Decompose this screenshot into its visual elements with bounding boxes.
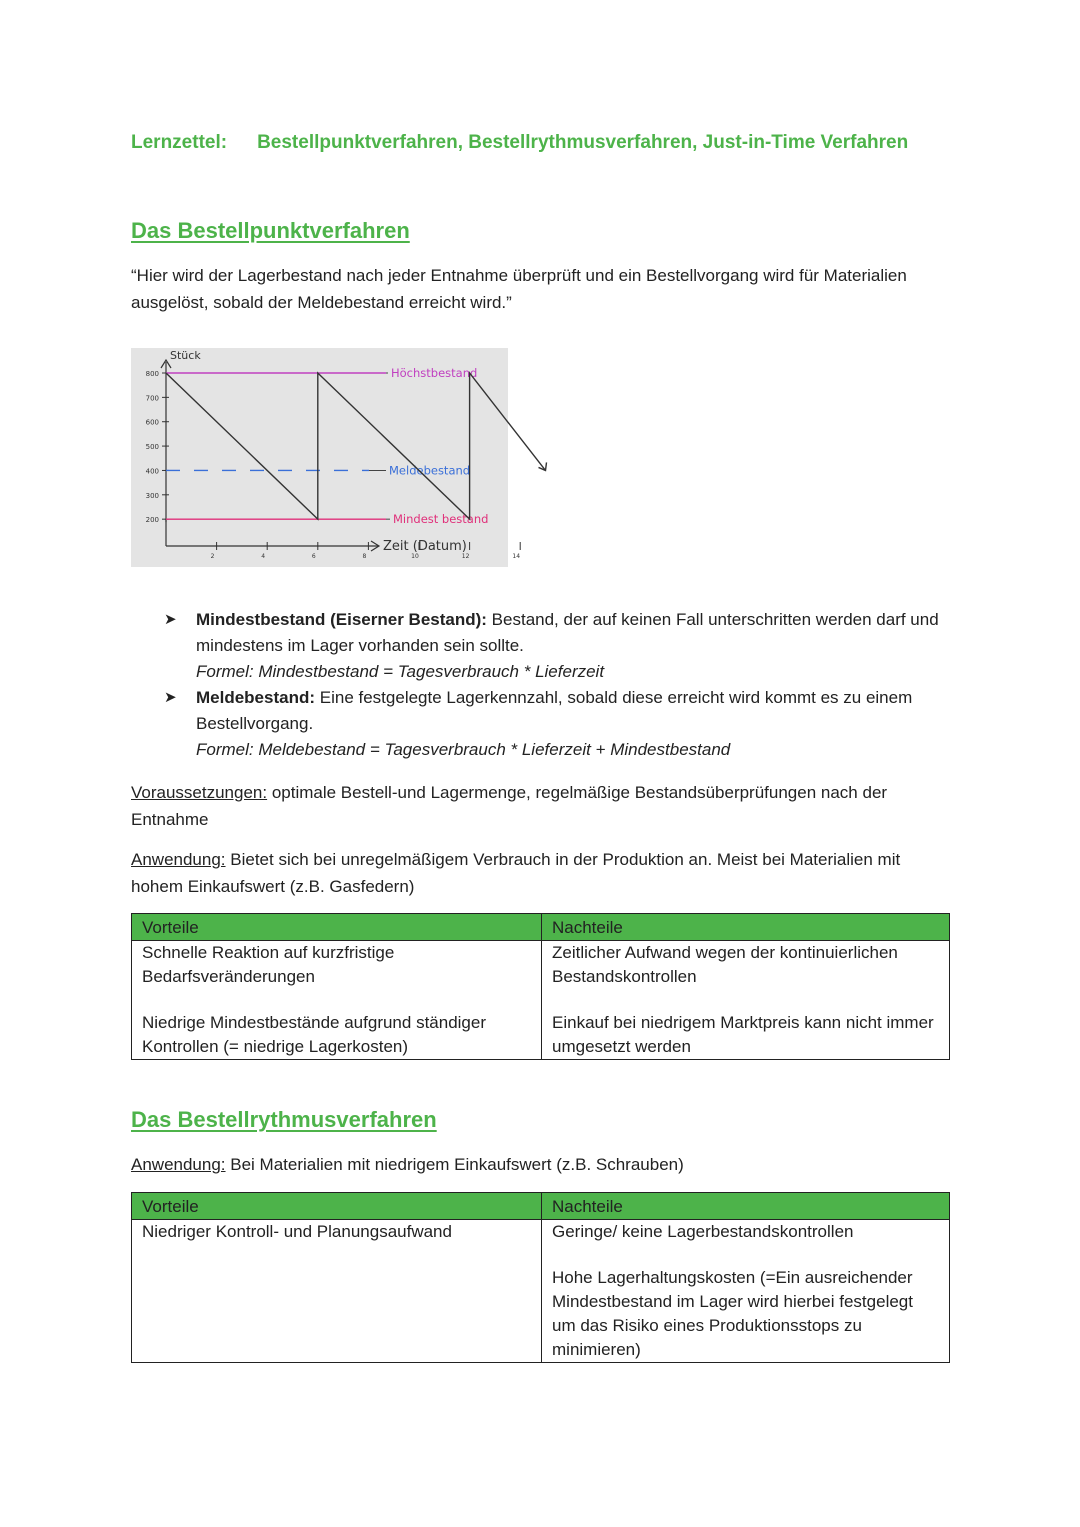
y-tick-label: 300 — [145, 491, 159, 500]
term-mindestbestand: Mindestbestand (Eiserner Bestand): — [196, 610, 487, 629]
y-tick-label: 600 — [145, 418, 159, 427]
anwendung-text: Bietet sich bei unregelmäßigem Verbrauch in der Produktion an. Meist bei Materialien mit hohem Einkaufswert (z.B. Gasfedern) — [131, 850, 901, 896]
section-title-bestellpunkt: Das Bestellpunktverfahren — [131, 218, 410, 243]
reference-line-label: Höchstbestand — [391, 366, 478, 380]
table-header-row — [132, 1193, 950, 1220]
inventory-chart — [131, 348, 521, 567]
y-tick-label: 500 — [145, 443, 159, 452]
y-tick-label: 400 — [145, 467, 159, 476]
arrow-bullet-icon: ➤ — [164, 689, 177, 706]
x-tick-label: 10 — [411, 553, 419, 560]
y-tick-label: 200 — [145, 516, 159, 525]
table-cell: Schnelle Reaktion auf kurzfristige Bedarfsveränderungen — [132, 941, 542, 990]
anwendung-label: Anwendung: — [131, 850, 226, 869]
header-vorteile: Vorteile — [132, 914, 542, 941]
table-row — [132, 1266, 950, 1363]
term-meldebestand: Meldebestand: — [196, 688, 316, 707]
x-tick-label: 8 — [362, 553, 367, 560]
reference-line-label: Mindest bestand — [393, 512, 489, 527]
header-label: Lernzettel: — [131, 132, 228, 153]
header-nachteile: Nachteile — [542, 914, 950, 941]
anwendung-label: Anwendung: — [131, 1155, 226, 1174]
anwendung-bestellrythmus — [131, 1151, 951, 1178]
table-cell: Niedrige Mindestbestände aufgrund ständiger Kontrollen (= niedrige Lagerkosten) — [132, 1011, 542, 1060]
x-tick-label: 12 — [461, 553, 470, 560]
y-axis-label: Stück — [170, 349, 201, 362]
table-cell: Zeitlicher Aufwand wegen der kontinuierlichen Bestandskontrollen — [542, 941, 950, 990]
header-title: Bestellpunktverfahren, Bestellrythmusverfahren, Just-in-Time Verfahren — [257, 132, 909, 153]
table-cell: Hohe Lagerhaltungskosten (=Ein ausreichender Mindestbestand im Lager wird hierbei festgelegt um das Risiko eines Produktionsstops zu minimieren) — [542, 1266, 950, 1363]
x-tick-label: 2 — [210, 553, 215, 560]
anwendung-bestellpunkt — [131, 846, 951, 900]
table-cell: Geringe/ keine Lagerbestandskontrollen — [542, 1220, 950, 1245]
list-item-meldebestand — [160, 685, 960, 763]
voraussetzungen-label: Voraussetzungen: — [131, 783, 268, 802]
pros-cons-table-bestellrythmus — [131, 1192, 950, 1363]
anwendung-text: Bei Materialien mit niedrigem Einkaufswert (z.B. Schrauben) — [225, 1155, 684, 1174]
table-spacer-row — [132, 989, 950, 1011]
x-tick-label: 4 — [261, 553, 266, 560]
arrow-bullet-icon: ➤ — [164, 611, 177, 628]
reference-line-label: Meldebestand — [389, 463, 471, 478]
formula-meldebestand: Formel: Meldebestand = Tagesverbrauch * Lieferzeit + Mindestbestand — [196, 740, 731, 759]
pros-cons-table-bestellpunkt — [131, 913, 950, 1060]
formula-mindestbestand: Formel: Mindestbestand = Tagesverbrauch * Lieferzeit — [196, 662, 605, 681]
y-tick-label: 700 — [145, 394, 159, 403]
x-tick-label: 6 — [311, 553, 316, 560]
definition-list — [160, 607, 960, 763]
table-spacer-row — [132, 1244, 950, 1266]
table-cell — [132, 1266, 542, 1363]
voraussetzungen — [131, 779, 951, 833]
series-line — [166, 373, 546, 519]
x-axis-label: Zeit (Datum) — [383, 539, 467, 554]
table-row — [132, 941, 950, 990]
table-row — [132, 1220, 950, 1245]
header-nachteile: Nachteile — [542, 1193, 950, 1220]
inventory-chart-svg — [131, 348, 521, 567]
section-title-bestellrythmus: Das Bestellrythmusverfahren — [131, 1107, 437, 1132]
text-mindestbestand: Bestand, der auf keinen Fall unterschritten werden darf und mindestens im Lager vorhanden sein sollte. — [196, 610, 939, 655]
definition-quote: “Hier wird der Lagerbestand nach jeder Entnahme überprüft und ein Bestellvorgang wird für Materialien ausgelöst, sobald der Meldebestand erreicht wird.” — [131, 266, 907, 312]
text-meldebestand: Eine festgelegte Lagerkennzahl, sobald diese erreicht wird kommt es zu einem Bestellvorgang. — [196, 688, 913, 733]
table-cell: Niedriger Kontroll- und Planungsaufwand — [132, 1220, 542, 1245]
page-header — [131, 132, 908, 154]
header-vorteile: Vorteile — [132, 1193, 542, 1220]
table-row — [132, 1011, 950, 1060]
voraussetzungen-text: optimale Bestell-und Lagermenge, regelmäßige Bestandsüberprüfungen nach der Entnahme — [131, 783, 888, 829]
list-item-mindestbestand — [160, 607, 960, 685]
x-tick-label: 14 — [512, 553, 521, 560]
y-tick-label: 800 — [145, 370, 159, 378]
table-cell: Einkauf bei niedrigem Marktpreis kann nicht immer umgesetzt werden — [542, 1011, 950, 1060]
table-header-row — [132, 914, 950, 941]
